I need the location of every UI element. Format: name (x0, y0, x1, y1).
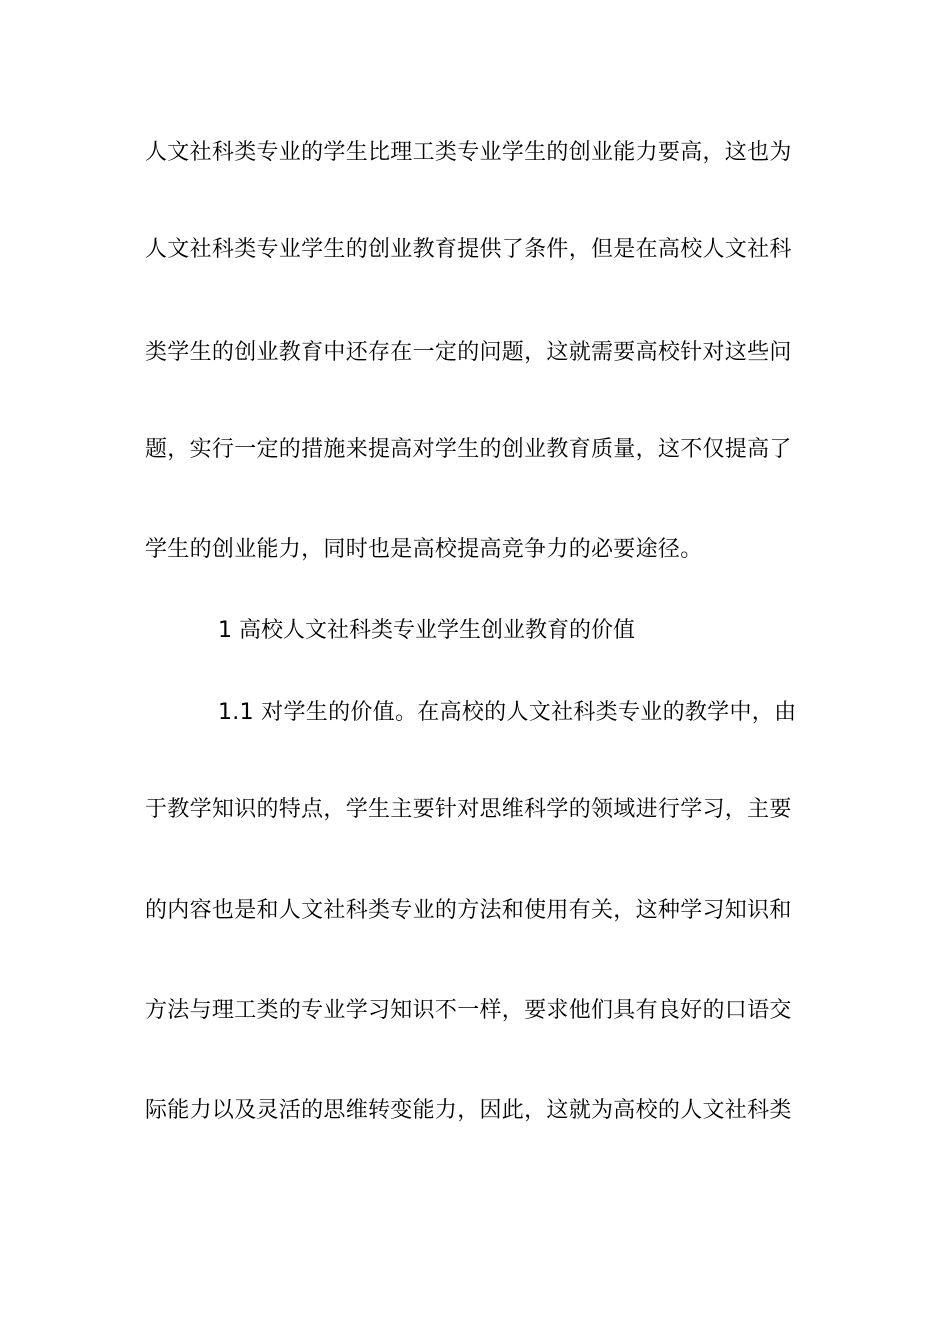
paragraph-line: 人文社科类专业的学生比理工类专业学生的创业能力要高，这也为 (145, 140, 792, 165)
paragraph-line: 题，实行一定的措施来提高对学生的创业教育质量，这不仅提高了 (145, 437, 792, 462)
paragraph-line: 际能力以及灵活的思维转变能力，因此，这就为高校的人文社科类 (145, 1098, 792, 1123)
section-heading: 1 高校人文社科类专业学生创业教育的价值 (218, 618, 635, 643)
paragraph-line: 类学生的创业教育中还存在一定的问题，这就需要高校针对这些问 (145, 340, 792, 365)
paragraph-line: 方法与理工类的专业学习知识不一样，要求他们具有良好的口语交 (145, 998, 792, 1023)
subsection-first-line: 1.1 对学生的价值。在高校的人文社科类专业的教学中，由 (218, 700, 797, 725)
paragraph-line: 人文社科类专业学生的创业教育提供了条件，但是在高校人文社科 (145, 237, 792, 262)
paragraph-line: 于教学知识的特点，学生主要针对思维科学的领域进行学习，主要 (145, 797, 792, 822)
paragraph-line: 学生的创业能力，同时也是高校提高竞争力的必要途径。 (145, 537, 703, 562)
paragraph-line: 的内容也是和人文社科类专业的方法和使用有关，这种学习知识和 (145, 898, 792, 923)
